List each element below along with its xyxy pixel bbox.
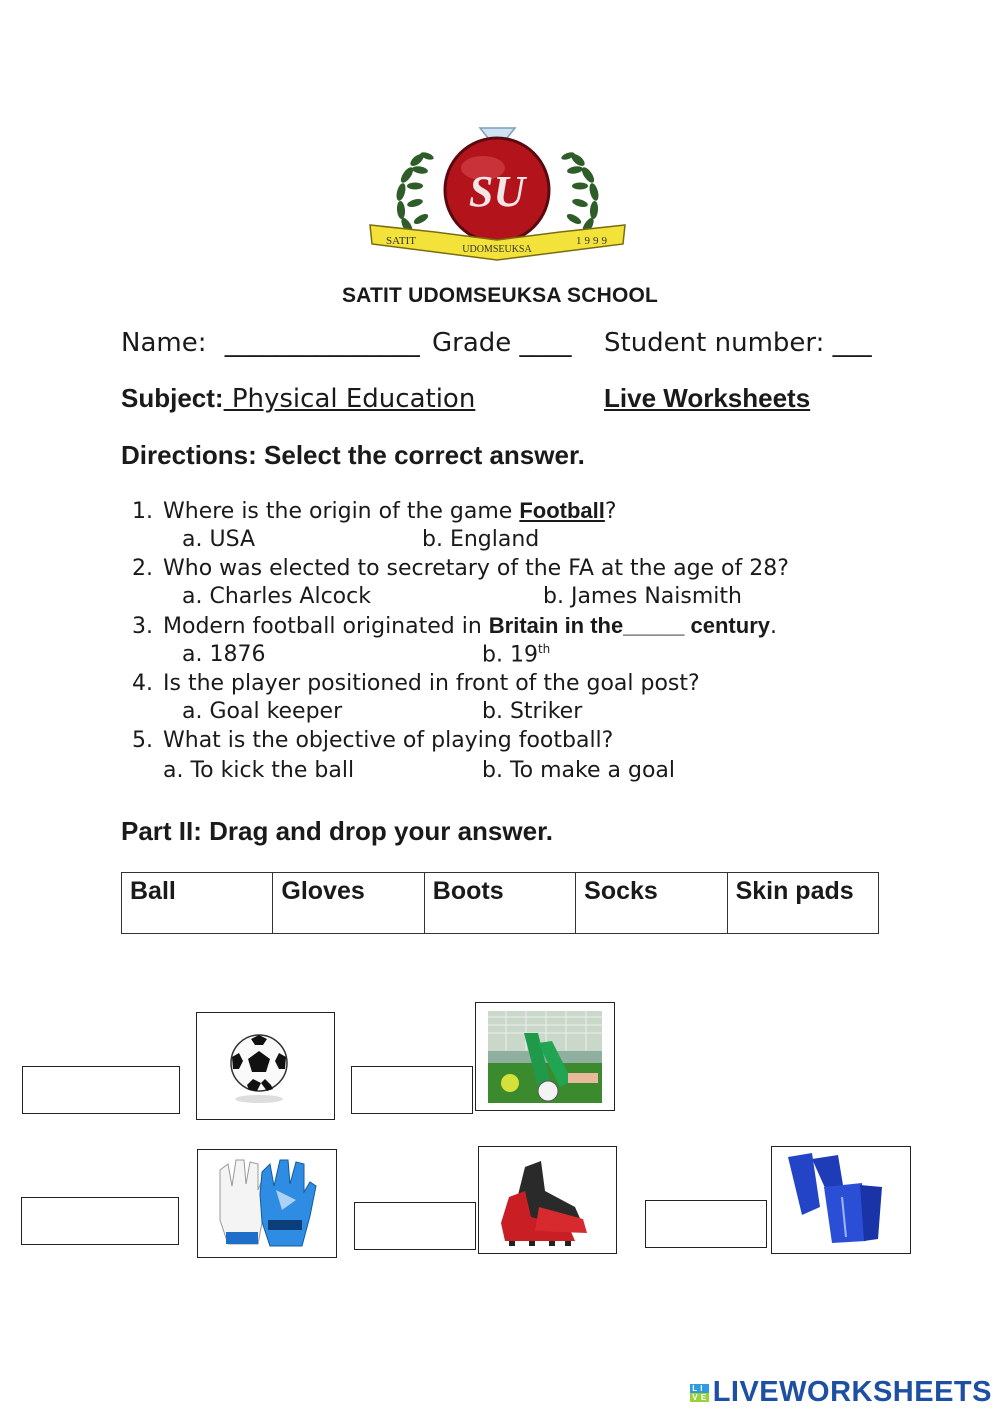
q5-option-b[interactable]: b. To make a goal — [482, 758, 675, 783]
grade-field-line — [432, 328, 572, 358]
word-bank-skin-pads[interactable]: Skin pads — [727, 873, 878, 934]
question-4 — [123, 671, 700, 696]
q2-option-a[interactable]: a. Charles Alcock — [182, 584, 371, 609]
question-number: 3. — [132, 614, 153, 639]
brand-wordmark[interactable]: LIVEWORKSHEETS — [712, 1376, 992, 1408]
word-bank-ball[interactable]: Ball — [122, 873, 273, 934]
word-bank-boots[interactable]: Boots — [424, 873, 575, 934]
student-number-line — [604, 328, 872, 358]
question-2 — [123, 556, 789, 581]
question-keyword: Britain in the_____ century — [488, 613, 770, 638]
question-text: Where is the origin of the game — [163, 499, 520, 524]
logo-ribbon-center: UDOMSEUKSA — [462, 244, 532, 255]
subject-line — [121, 383, 475, 414]
question-number: 1. — [132, 499, 153, 524]
brand-logo-icon: L I V E — [692, 1383, 707, 1402]
skin-pads-picture — [771, 1146, 911, 1254]
question-text: What is the objective of playing football? — [163, 728, 614, 753]
school-logo — [365, 120, 630, 270]
grade-label: Grade — [432, 328, 512, 358]
word-bank-socks[interactable]: Socks — [576, 873, 727, 934]
drop-box-boots[interactable] — [354, 1202, 476, 1250]
ball-picture — [196, 1012, 335, 1120]
directions-heading: Directions: Select the correct answer. — [121, 440, 585, 470]
q1-option-b[interactable]: b. England — [422, 527, 540, 552]
question-keyword: Football — [519, 498, 605, 523]
name-label: Name: — [121, 328, 207, 358]
logo-ribbon-right: 1999 — [576, 235, 610, 247]
drop-box-skin-pads[interactable] — [645, 1200, 767, 1248]
q2-option-b[interactable]: b. James Naismith — [543, 584, 742, 609]
question-5 — [123, 728, 613, 753]
school-name: SATIT UDOMSEUKSA SCHOOL — [341, 284, 659, 307]
word-bank — [121, 872, 879, 934]
q4-option-b[interactable]: b. Striker — [482, 699, 583, 724]
question-3 — [123, 613, 777, 639]
q3-option-b[interactable] — [482, 642, 550, 667]
name-field-line — [121, 328, 420, 358]
boots-picture — [478, 1146, 617, 1254]
q3-option-a[interactable]: a. 1876 — [182, 642, 266, 667]
option-text: b. 19 — [482, 642, 538, 668]
live-worksheets-link[interactable]: Live Worksheets — [604, 383, 811, 413]
question-end: . — [770, 614, 777, 639]
socks-picture — [475, 1002, 615, 1111]
gloves-picture — [197, 1149, 337, 1258]
question-end: ? — [604, 499, 617, 524]
question-text: Modern football originated in — [163, 614, 489, 639]
logo-ribbon-left: SATIT — [386, 235, 416, 247]
word-bank-gloves[interactable]: Gloves — [273, 873, 424, 934]
part-two-heading: Part II: Drag and drop your answer. — [121, 816, 553, 846]
liveworksheets-brand — [690, 1376, 992, 1409]
logo-monogram: SU — [468, 167, 526, 216]
drop-box-gloves[interactable] — [21, 1197, 179, 1245]
option-superscript: th — [537, 642, 551, 656]
student-number-blank[interactable]: ___ — [832, 328, 872, 358]
question-number: 2. — [132, 556, 153, 581]
drop-box-ball[interactable] — [22, 1066, 180, 1114]
subject-value: Physical Education — [223, 384, 476, 414]
question-number: 5. — [132, 728, 153, 753]
question-number: 4. — [132, 671, 153, 696]
question-text: Who was elected to secretary of the FA at the age of 28? — [163, 556, 789, 581]
q4-option-a[interactable]: a. Goal keeper — [182, 699, 343, 724]
question-text: Is the player positioned in front of the goal post? — [163, 671, 700, 696]
grade-blank[interactable]: ____ — [519, 328, 572, 358]
q1-option-a[interactable]: a. USA — [182, 527, 255, 552]
question-1 — [123, 498, 617, 524]
subject-label: Subject: — [121, 383, 224, 413]
drop-box-socks[interactable] — [351, 1066, 473, 1114]
name-blank[interactable]: _______________ — [224, 328, 420, 358]
q5-option-a[interactable]: a. To kick the ball — [163, 758, 355, 783]
student-number-label: Student number: — [604, 328, 825, 358]
